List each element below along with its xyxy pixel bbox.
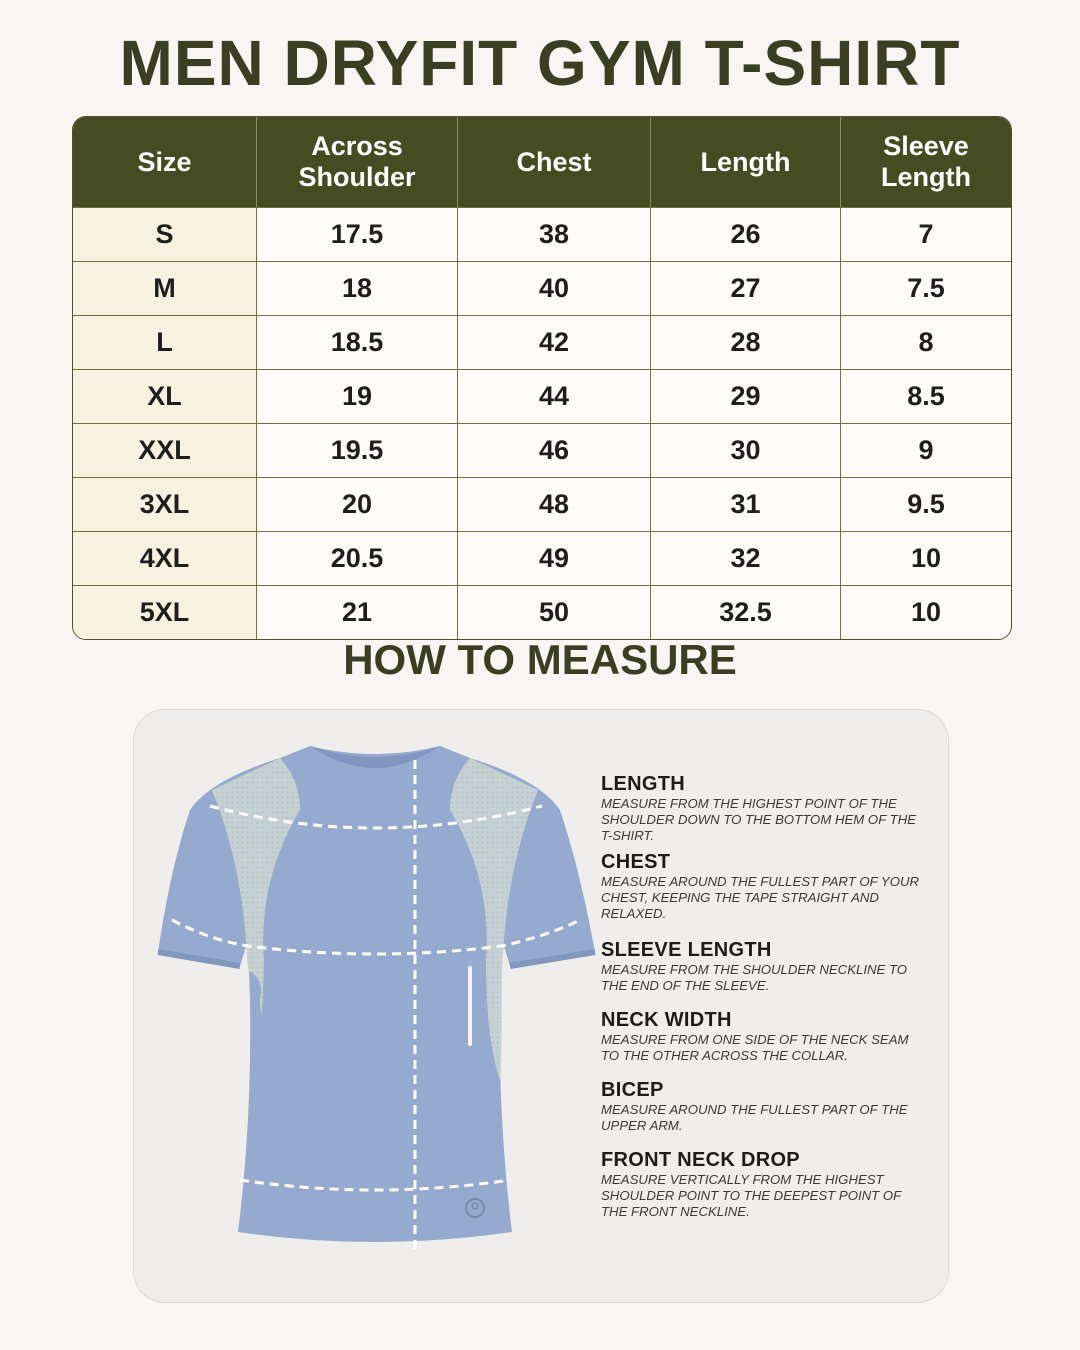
cell-across-shoulder: 18.5 <box>257 315 458 369</box>
cell-size: S <box>73 207 257 261</box>
tshirt-illustration <box>150 740 600 1260</box>
cell-across-shoulder: 20.5 <box>257 531 458 585</box>
table-body <box>73 207 1011 639</box>
measure-item-description: MEASURE FROM THE HIGHEST POINT OF THE SHOULDER DOWN TO THE BOTTOM HEM OF THE T-SHIRT. <box>601 796 917 843</box>
cell-length: 27 <box>651 261 841 315</box>
measure-item-title: BICEP <box>601 1079 664 1101</box>
header-across-shoulder: Across Shoulder <box>257 117 458 207</box>
cell-sleeve-length: 9 <box>841 423 1011 477</box>
cell-chest: 38 <box>458 207 651 261</box>
cell-length: 30 <box>651 423 841 477</box>
cell-across-shoulder: 21 <box>257 585 458 639</box>
measure-item-title: FRONT NECK DROP <box>601 1149 800 1171</box>
measure-item-description: MEASURE VERTICALLY FROM THE HIGHEST SHOULDER POINT TO THE DEEPEST POINT OF THE FRONT NECKLINE. <box>601 1172 901 1219</box>
cell-sleeve-length: 10 <box>841 531 1011 585</box>
header-sleeve-length: Sleeve Length <box>841 117 1011 207</box>
header-size: Size <box>73 117 257 207</box>
measure-item <box>601 850 921 922</box>
how-to-measure-heading: HOW TO MEASURE <box>343 636 737 683</box>
cell-length: 29 <box>651 369 841 423</box>
cell-sleeve-length: 8.5 <box>841 369 1011 423</box>
cell-size: 5XL <box>73 585 257 639</box>
cell-chest: 49 <box>458 531 651 585</box>
table-row <box>73 423 1011 477</box>
cell-length: 28 <box>651 315 841 369</box>
table-row <box>73 531 1011 585</box>
cell-size: XXL <box>73 423 257 477</box>
measure-item-title: CHEST <box>601 851 671 873</box>
cell-chest: 48 <box>458 477 651 531</box>
cell-across-shoulder: 17.5 <box>257 207 458 261</box>
cell-sleeve-length: 7.5 <box>841 261 1011 315</box>
cell-sleeve-length: 10 <box>841 585 1011 639</box>
table-row <box>73 585 1011 639</box>
measure-item-description: MEASURE FROM THE SHOULDER NECKLINE TO THE END OF THE SLEEVE. <box>601 962 908 993</box>
measure-item <box>601 938 921 994</box>
table-row <box>73 477 1011 531</box>
cell-chest: 46 <box>458 423 651 477</box>
header-length: Length <box>651 117 841 207</box>
cell-length: 32 <box>651 531 841 585</box>
table-header-row <box>73 117 1011 207</box>
measure-item-title: NECK WIDTH <box>601 1009 732 1031</box>
cell-length: 32.5 <box>651 585 841 639</box>
measure-item-title: SLEEVE LENGTH <box>601 939 772 961</box>
table-row <box>73 369 1011 423</box>
size-chart-table <box>72 116 1012 640</box>
header-chest: Chest <box>458 117 651 207</box>
cell-size: 3XL <box>73 477 257 531</box>
measure-item-title: LENGTH <box>601 773 686 795</box>
page-title: MEN DRYFIT GYM T-SHIRT <box>119 27 961 99</box>
cell-across-shoulder: 19.5 <box>257 423 458 477</box>
cell-size: L <box>73 315 257 369</box>
table-row <box>73 315 1011 369</box>
cell-chest: 44 <box>458 369 651 423</box>
cell-length: 31 <box>651 477 841 531</box>
measure-item <box>601 1148 921 1220</box>
cell-sleeve-length: 7 <box>841 207 1011 261</box>
cell-across-shoulder: 20 <box>257 477 458 531</box>
cell-sleeve-length: 8 <box>841 315 1011 369</box>
cell-across-shoulder: 18 <box>257 261 458 315</box>
table-row <box>73 207 1011 261</box>
cell-across-shoulder: 19 <box>257 369 458 423</box>
measure-item-description: MEASURE AROUND THE FULLEST PART OF YOUR CHEST, KEEPING THE TAPE STRAIGHT AND RELAXED. <box>601 874 920 921</box>
measure-item <box>601 772 921 844</box>
cell-chest: 40 <box>458 261 651 315</box>
measure-item-description: MEASURE AROUND THE FULLEST PART OF THE UPPER ARM. <box>601 1102 908 1133</box>
measure-instructions <box>601 772 921 1220</box>
cell-chest: 50 <box>458 585 651 639</box>
cell-chest: 42 <box>458 315 651 369</box>
cell-size: XL <box>73 369 257 423</box>
measure-item-description: MEASURE FROM ONE SIDE OF THE NECK SEAM TO THE OTHER ACROSS THE COLLAR. <box>601 1032 909 1063</box>
cell-size: 4XL <box>73 531 257 585</box>
cell-size: M <box>73 261 257 315</box>
cell-length: 26 <box>651 207 841 261</box>
table-row <box>73 261 1011 315</box>
measure-item <box>601 1008 921 1064</box>
measure-item <box>601 1078 921 1134</box>
cell-sleeve-length: 9.5 <box>841 477 1011 531</box>
